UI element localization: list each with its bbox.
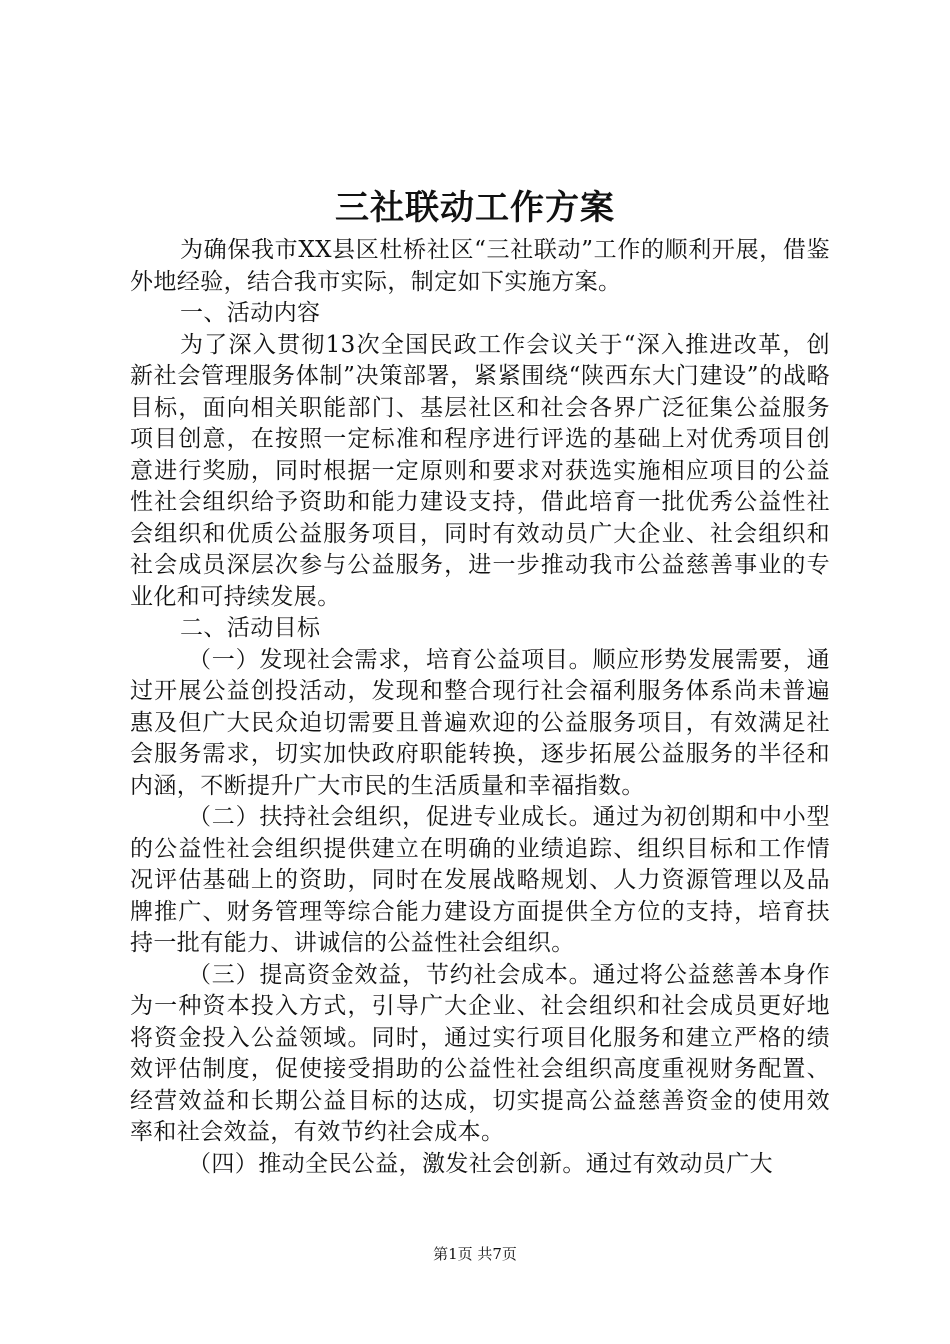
goal-paragraph-3: （三）提高资金效益，节约社会成本。通过将公益慈善本身作为一种资本投入方式，引导广大企业、社会组织和社会成员更好地将资金投入公益领域。同时，通过实行项目化服务和建立严格的绩效评估制度，促使接受捐助的公益性社会组织高度重视财务配置、经营效益和长期公益目标的达成，切实提高公益慈善资金的使用效率和社会效益，有效节约社会成本。 [130,961,830,1145]
intro-paragraph: 为确保我市XX县区杜桥社区“三社联动”工作的顺利开展，借鉴外地经验，结合我市实际，制定如下实施方案。 [130,237,830,295]
section-heading-content: 一、活动内容 [180,300,321,326]
goal-paragraph-1: （一）发现社会需求，培育公益项目。顺应形势发展需要，通过开展公益创投活动，发现和整合现行社会福利服务体系尚未普遍惠及但广大民众迫切需要且普遍欢迎的公益服务项目，有效满足社会服务需求，切实加快政府职能转换，逐步拓展公益服务的半径和内涵，不断提升广大市民的生活质量和幸福指数。 [130,646,830,799]
document-body [130,235,830,1180]
goal-paragraph-4: （四）推动全民公益，激发社会创新。通过有效动员广大 [188,1150,773,1177]
page-footer: 第1页 共7页 [433,1245,517,1263]
content-paragraph: 为了深入贯彻13次全国民政工作会议关于“深入推进改革，创新社会管理服务体制”决策部署，紧紧围绕“陕西东大门建设”的战略目标，面向相关职能部门、基层社区和社会各界广泛征集公益服务项目创意，在按照一定标准和程序进行评选的基础上对优秀项目创意进行奖励，同时根据一定原则和要求对获选实施相应项目的公益性社会组织给予资助和能力建设支持，借此培育一批优秀公益性社会组织和优质公益服务项目，同时有效动员广大企业、社会组织和社会成员深层次参与公益服务，进一步推动我市公益慈善事业的专业化和可持续发展。 [130,331,830,610]
section-heading-goals: 二、活动目标 [180,615,321,641]
goal-paragraph-2: （二）扶持社会组织，促进专业成长。通过为初创期和中小型的公益性社会组织提供建立在明确的业绩追踪、组织目标和工作情况评估基础上的资助，同时在发展战略规划、人力资源管理以及品牌推广、财务管理等综合能力建设方面提供全方位的支持，培育扶持一批有能力、讲诚信的公益性社会组织。 [130,804,830,956]
page-title: 三社联动工作方案 [335,188,615,228]
